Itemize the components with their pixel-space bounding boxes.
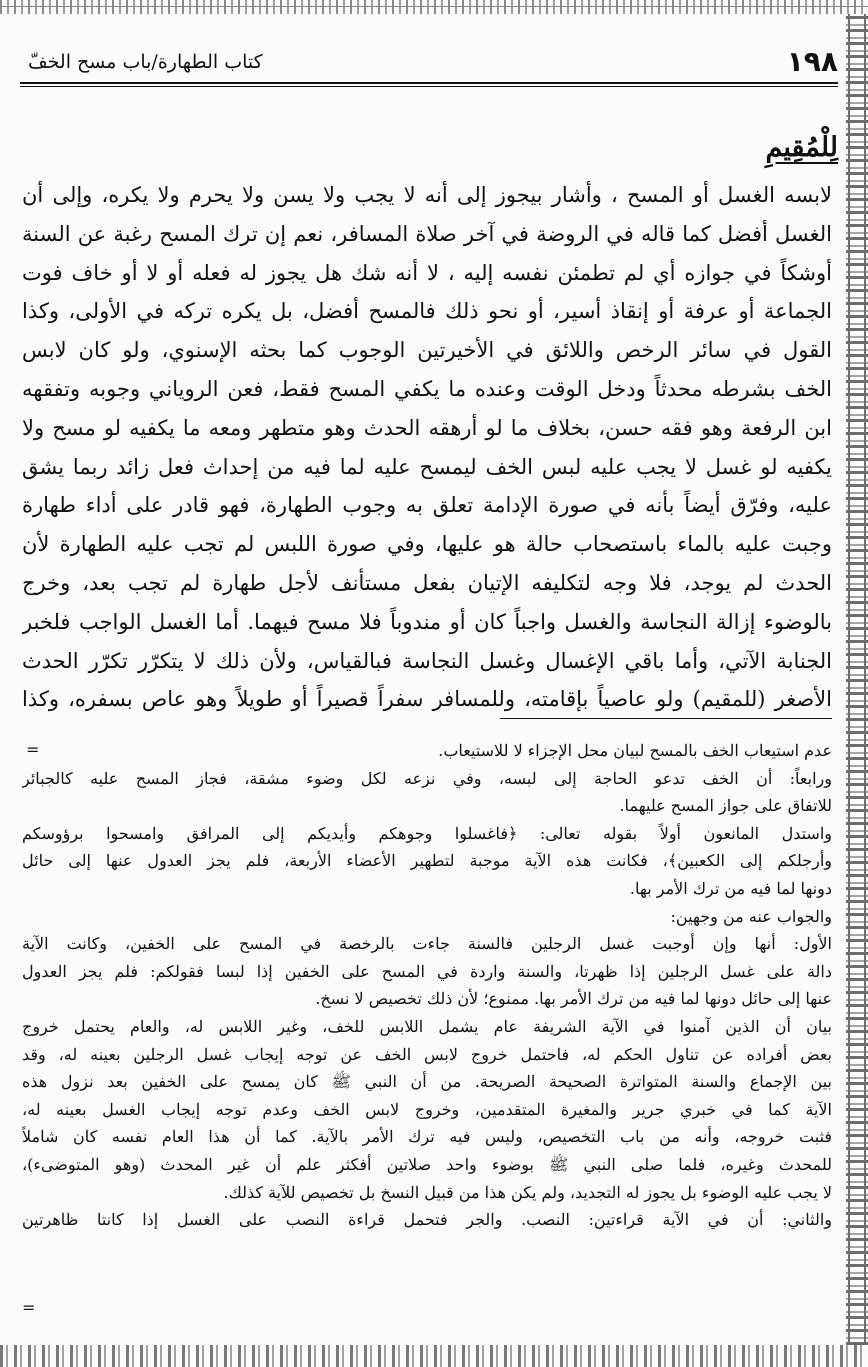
main-text-line: الجنابة الآتي، وأما باقي الإغسال وغسل النجاسة فبالقياس، ولأن ذلك لا يتكرّر تكرّر الحدث (22, 648, 832, 673)
running-title: كتاب الطهارة/باب مسح الخفّ (28, 51, 263, 73)
main-text-line: لابسه الغسل أو المسح ، وأشار بيجوز إلى أنه لا يجب ولا يسن ولا يحرم ولا يكره، وإلى أن (22, 183, 832, 207)
footnote-line: والجواب عنه من وجهين: (670, 906, 832, 926)
main-text-line: الغسل أفضل كما قاله في الروضة في آخر صلاة المسافر، نعم إن ترك المسح رغبة عن السنة (22, 221, 832, 246)
footnote-line: دونها لما فيه من ترك الأمر بها. (629, 878, 832, 898)
main-text-line: الأصغر (للمقيم) ولو عاصياً بإقامته، وللمسافر سفراً قصيراً أو طويلاً وهو عاص بسفره، وكذا (22, 687, 832, 712)
footnote-line: بين الإجماع والسنة المتواترة الصحيحة الصريحة. من أن النبي ﷺ كان يمسح على الخفين بعد نزول هذه (22, 1072, 832, 1092)
footnote-line: للمحدث وغيره، فلما صلى النبي ﷺ بوضوء واحد صلاتين أفكثر علم أن غير المحدث (وهو المتوضىء)، (22, 1154, 832, 1174)
footnote-line: واستدل المانعون أولاً بقوله تعالى: ﴿فاغسلوا وجوهكم وأيديكم إلى المرافق وامسحوا برؤوسكم (22, 823, 832, 843)
section-heading: لِلْمُقِيمِ (765, 132, 838, 163)
main-text-line: وجبت عليه بالماء باستصحاب حالة هو عليها، وفي صورة اللبس لم تجب عليه الطهارة لأن (22, 532, 832, 557)
page-number: ١٩٨ (786, 45, 838, 78)
footnote-line: للاتفاق على جواز المسح عليهما. (619, 796, 832, 816)
footnote-line: لا يجب عليه الوضوء بل يجوز له التجديد، ولم يكن هذا من قبيل النسخ بل تخصيص للآية كذلك. (223, 1182, 832, 1202)
footnote-separator (500, 718, 832, 719)
footnote-line: بعض أفراده عن تناول الحكم له، فاحتمل خروج لابس الخف عن توجه إيجاب غسل الرجلين بعينه له، وقد (22, 1044, 832, 1064)
main-text-line: عليه، وفرّق أيضاً بأنه في صورة الإدامة تعلق به وجوب الطهارة، فهو قادر على أداء طهارة (22, 493, 832, 518)
main-text-line: بالوضوء إزالة النجاسة والغسل واجباً كان أو مندوباً فلا مسح فيهما. أما الغسل الواجب فلخبر (22, 609, 832, 634)
footnote-continuation-marker: = (26, 740, 40, 759)
footnote-end-marker: = (22, 1298, 36, 1317)
footnote-line: ورابعاً: أن الخف تدعو الحاجة إلى لبسه، وفي نزعه لكل وضوء مشقة، فجاز المسح عليه كالجبائر (22, 768, 832, 788)
footnote-line: الآية كما في خبري جرير والمغيرة المتقدمين، وخروج لابس الخف وعدم توجه إيجاب الغسل بعينه له، (22, 1099, 832, 1119)
footnote-line: عنها إلى حائل دونها لما فيه من ترك الأمر بها. ممنوع؛ لأن ذلك تخصيص لا نسخ. (315, 989, 832, 1009)
main-text-line: الجماعة أو عرفة أو إنقاذ أسير، أو نحو ذلك فالمسح أفضل، بل يكره تركه في الأولى، وكذا (22, 299, 832, 324)
bottom-ornamental-border (0, 1345, 868, 1367)
footnote-line: الأول: أنها وإن أوجبت غسل الرجلين فالسنة جاءت بالرخصة في المسح على الخفين، وكانت الآية (22, 934, 832, 954)
main-text-line: أوشكاً في جوازه أي لم تطمئن نفسه إليه ، لا أنه شك هل يجوز له فعله أو لا أو خاف فوت (22, 260, 832, 285)
main-text-line: ابن الرفعة وهو فقه حسن، بخلاف ما لو أرهقه الحدث وهو متطهر ومعه ما يكفيه لو مسح ولا (22, 415, 832, 440)
footnote-line: دالة على غسل الرجلين إذا ظهرتا، والسنة واردة في المسح على الخفين إذا لبسا فقولكم: فلم يجز العدول (22, 961, 832, 981)
main-text-line: الحدث لم يوجد، فلا وجه لتكليفه الإتيان بفعل مستأنف لأجل طهارة لم تجب بعد، وخرج (22, 570, 832, 595)
page-header (20, 44, 838, 82)
footnote-line: عدم استيعاب الخف بالمسح لبيان محل الإجزاء لا للاستيعاب. (438, 741, 832, 760)
main-text-line: القول في سائر الرخص واللائق في الأخيرتين الوجوب كما بحثه الإسنوي، ولو كان لابس (22, 338, 832, 363)
top-ornamental-border (0, 0, 868, 14)
footnote-line: وأرجلكم إلى الكعبين﴾، فكانت هذه الآية موجبة لتطهير الأعضاء الأربعة، فلم يجز العدول عنها إلى حائل (22, 851, 832, 871)
main-text (22, 176, 832, 719)
footnotes (22, 737, 832, 1234)
header-rule (20, 82, 838, 84)
footnote-line: بيان أن الذين آمنوا في الآية الشريفة عام يشمل اللابس للخف، وغير اللابس له، والعام يحتمل خروج (22, 1016, 832, 1036)
header-rule-thin (20, 86, 838, 87)
footnote-line: فثبت خروجه، وأنه من باب التخصيص، وليس فيه ترك الأمر بالآية. كما أن هذا العام نفسه كان شاملاً (22, 1127, 832, 1147)
main-text-line: الخف بشرطه محدثاً ودخل الوقت وعنده ما يكفي المسح فقط، فعن الروياني وجوبه وتفقهه (22, 376, 832, 401)
main-text-line: يكفيه لو غسل لا يجب عليه لبس الخف ليمسح عليه لما فيه من إحداث فعل زائد ربما يشق (22, 454, 832, 479)
footnote-line: والثاني: أن في الآية قراءتين: النصب. والجر فتحمل قراءة النصب على الغسل إذا كانتا ظاهرتين (22, 1210, 832, 1230)
right-ornamental-border (846, 14, 868, 1345)
